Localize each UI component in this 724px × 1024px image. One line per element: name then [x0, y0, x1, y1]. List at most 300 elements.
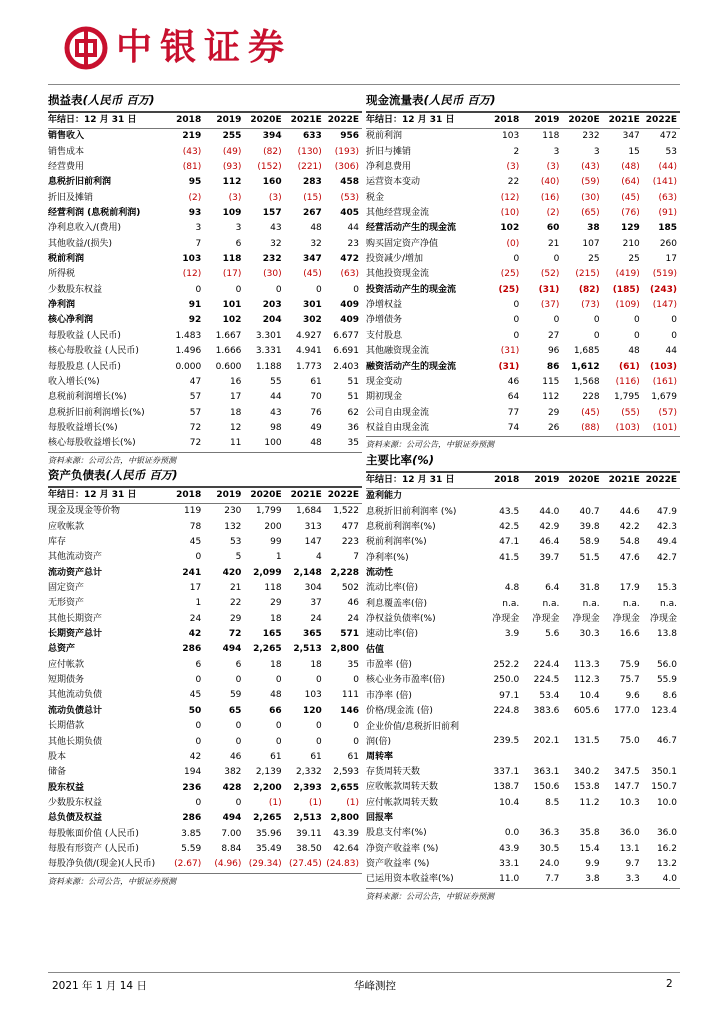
table-row — [48, 406, 362, 421]
cell-value: 42.2 — [619, 522, 640, 533]
row-label: 净增权益 — [366, 300, 403, 311]
table-row — [48, 390, 362, 405]
cell-value: 29 — [547, 407, 560, 418]
cell-value: (519) — [652, 269, 677, 280]
cell-value: 1.773 — [296, 361, 322, 372]
cell-value: 47.1 — [499, 537, 520, 548]
cell-value: 112 — [542, 392, 560, 403]
cell-value: 0 — [235, 675, 242, 686]
cell-value: 103 — [304, 690, 322, 701]
cell-value: (31) — [500, 346, 520, 357]
cell-value: 17 — [229, 392, 242, 403]
cell-value: 72 — [228, 629, 242, 640]
row-label: 现金变动 — [366, 376, 403, 387]
cell-value — [600, 643, 640, 658]
cell-value: 9.9 — [585, 858, 600, 869]
header-year: 2018 — [479, 473, 519, 489]
cell-value: 51 — [347, 376, 359, 387]
cell-value: 1.666 — [215, 346, 242, 357]
cell-value: 571 — [340, 629, 359, 640]
cell-value: 477 — [341, 521, 359, 532]
row-label: 市盈率 (倍) — [366, 660, 412, 671]
row-label: 存货周转天数 — [366, 766, 421, 777]
cell-value: (44) — [658, 162, 677, 173]
cell-value: 17.9 — [619, 583, 640, 594]
cell-value: n.a. — [660, 598, 677, 609]
cell-value: (27.45) — [288, 859, 322, 870]
cell-value: 103 — [182, 254, 202, 265]
cell-value: 33.1 — [499, 858, 520, 869]
table-row — [366, 421, 680, 436]
cell-value: 43.9 — [499, 843, 520, 854]
cell-value: (64) — [621, 177, 640, 188]
row-label: 息税折旧前利润增长(%) — [48, 407, 145, 418]
footer-date: 2021 年 1 月 14 日 — [52, 980, 147, 992]
cell-value: (193) — [334, 146, 359, 157]
cell-value: (24.83) — [326, 859, 359, 870]
row-label: 其他流动负债 — [48, 690, 103, 701]
table-row — [366, 221, 680, 236]
table-row — [48, 344, 362, 359]
cell-value: 123.4 — [651, 706, 677, 717]
cell-value: 36.0 — [619, 828, 640, 839]
cell-value: 0 — [275, 721, 282, 732]
row-label: 净利息费用 — [366, 162, 412, 173]
cell-value: 15.4 — [579, 843, 600, 854]
table-row — [48, 704, 362, 719]
cell-value: (116) — [615, 376, 640, 387]
cashflow-statement-section — [366, 90, 680, 453]
cell-value: 72 — [189, 438, 202, 449]
cell-value: (37) — [540, 300, 560, 311]
row-label: 股本 — [48, 751, 67, 762]
table-row — [366, 826, 680, 841]
cell-value: (17) — [222, 269, 242, 280]
section-row — [366, 811, 680, 826]
cell-value: (63) — [658, 192, 677, 203]
header-year: 2020E — [241, 113, 281, 129]
row-label: 固定资产 — [48, 583, 85, 594]
cell-value: 26 — [547, 422, 560, 433]
cell-value: 53.4 — [539, 690, 560, 701]
cell-value — [519, 643, 559, 658]
cell-value: 53 — [665, 146, 677, 157]
cell-value — [640, 811, 680, 826]
cell-value: 44.6 — [619, 506, 640, 517]
cell-value: 18 — [229, 407, 242, 418]
cell-value: 净现金 — [492, 614, 520, 625]
cell-value: 48 — [310, 223, 322, 234]
table-row — [48, 581, 362, 596]
header-label: 年结日：12 月 31 日 — [48, 488, 161, 504]
cell-value: 107 — [582, 238, 600, 249]
cell-value: (93) — [222, 162, 242, 173]
cell-value: 132 — [224, 521, 242, 532]
cell-value: 91 — [188, 300, 202, 311]
company-logo — [64, 24, 324, 74]
cell-value: 61 — [310, 376, 322, 387]
cell-value: 0 — [316, 721, 322, 732]
row-label: 销售成本 — [48, 146, 85, 157]
row-label: 应付帐款 — [48, 659, 85, 670]
section-title-text: 损益表 — [48, 93, 83, 107]
table-row — [366, 720, 680, 750]
cell-value: 0.0 — [504, 828, 520, 839]
cell-value: 6 — [195, 659, 202, 670]
table-row — [48, 191, 362, 206]
cell-value: 57 — [189, 407, 202, 418]
table-row — [48, 298, 362, 313]
cell-value: 42 — [188, 629, 202, 640]
cell-value: 118 — [542, 131, 560, 142]
cell-value: 41.5 — [499, 552, 520, 563]
footer-company: 华峰测控 — [354, 980, 396, 992]
section-row — [366, 566, 680, 581]
row-label: 其他融资现金流 — [366, 346, 430, 357]
cell-value: 16 — [229, 376, 242, 387]
cell-value: 24 — [189, 613, 202, 624]
cell-value: (221) — [297, 162, 322, 173]
cell-value: 3 — [553, 146, 560, 157]
row-label: 其他长期资产 — [48, 613, 103, 624]
table-row — [366, 780, 680, 795]
cell-value: 1.188 — [255, 361, 282, 372]
cell-value — [640, 566, 680, 581]
cell-value: 383.6 — [533, 706, 560, 717]
header-year: 2018 — [479, 113, 519, 129]
cell-value: 35 — [347, 438, 359, 449]
cell-value: (57) — [658, 407, 677, 418]
cell-value: 47 — [189, 376, 202, 387]
cell-value: 382 — [224, 767, 242, 778]
cell-value: 0 — [316, 675, 322, 686]
cell-value: (215) — [575, 269, 600, 280]
cell-value: 0 — [513, 330, 520, 341]
cell-value: 46 — [229, 751, 242, 762]
cell-value: (82) — [578, 284, 600, 295]
row-label: 税金 — [366, 192, 385, 203]
row-label: 购买固定资产净值 — [366, 238, 439, 249]
row-label: 周转率 — [366, 751, 394, 762]
cell-value: 24.0 — [539, 858, 560, 869]
row-label: 其他投资现金流 — [366, 269, 430, 280]
header-year: 2018 — [161, 113, 201, 129]
cell-value: 3.331 — [255, 346, 282, 357]
cell-value: 1,568 — [573, 376, 600, 387]
header-label: 年结日：12 月 31 日 — [48, 113, 161, 129]
cell-value: 60 — [546, 223, 560, 234]
cell-value: 55.9 — [656, 675, 677, 686]
cell-value: 0 — [195, 721, 202, 732]
section-row — [366, 643, 680, 658]
cell-value: 17 — [665, 254, 677, 265]
cell-value: (81) — [182, 162, 202, 173]
row-label: 流动比率(倍) — [366, 583, 419, 594]
cell-value: 64 — [507, 392, 520, 403]
cell-value: 2,148 — [293, 567, 322, 578]
cell-value: (3) — [228, 192, 242, 203]
table-row — [48, 360, 362, 375]
cell-value: 43 — [270, 223, 282, 234]
cell-value: 301 — [302, 300, 322, 311]
cell-value: 7 — [353, 552, 359, 563]
cell-value: 74 — [507, 422, 520, 433]
row-label: 净利率(%) — [366, 552, 409, 563]
cell-value: 0 — [235, 284, 242, 295]
cell-value: n.a. — [622, 598, 640, 609]
row-label: 所得税 — [48, 269, 76, 280]
cell-value: 111 — [341, 690, 359, 701]
cell-value: 42.9 — [539, 522, 560, 533]
cell-value: (45) — [621, 192, 640, 203]
table-row — [366, 129, 680, 145]
cell-value: 86 — [546, 361, 560, 372]
cell-value: 6 — [235, 659, 242, 670]
cell-value: n.a. — [502, 598, 520, 609]
row-label: 每股帐面价值 (人民币) — [48, 828, 139, 839]
row-label-line: 企业价值/息税折旧前利 — [366, 721, 460, 732]
row-label: 每股收益 (人民币) — [48, 330, 121, 341]
cell-value: 46.7 — [656, 736, 677, 747]
cell-value: 2,513 — [293, 813, 322, 824]
source-note: 资料来源：公司公告，中银证券预测 — [366, 888, 680, 905]
source-note: 资料来源：公司公告，中银证券预测 — [48, 873, 362, 890]
data-table — [48, 488, 362, 873]
cell-value: 0 — [195, 797, 202, 808]
cell-value: 4.927 — [296, 330, 322, 341]
cell-value: 224.5 — [533, 675, 560, 686]
cell-value: 51 — [347, 392, 359, 403]
cell-value: (3) — [268, 192, 282, 203]
cell-value: (25) — [498, 284, 520, 295]
cell-value: (12) — [500, 192, 520, 203]
cell-value: (12) — [182, 269, 202, 280]
cell-value: 956 — [340, 131, 359, 142]
cell-value: 35.49 — [255, 843, 282, 854]
cell-value: (53) — [340, 192, 359, 203]
cell-value: 101 — [222, 300, 242, 311]
row-label: 已运用资本收益率(%) — [366, 874, 454, 885]
cell-value: (76) — [621, 208, 640, 219]
row-label: 每股股息 (人民币) — [48, 361, 121, 372]
table-row — [48, 688, 362, 703]
cell-value: 0 — [316, 736, 322, 747]
cell-value: 95 — [188, 177, 202, 188]
cell-value: 1.483 — [175, 330, 202, 341]
cell-value: 5 — [235, 552, 242, 563]
row-label: 流动负债总计 — [48, 705, 103, 716]
cell-value: 0 — [353, 675, 359, 686]
row-label: 价格/现金流 (倍) — [366, 706, 433, 717]
cell-value: 45 — [189, 690, 202, 701]
cell-value — [640, 489, 680, 505]
row-label: 股东权益 — [48, 782, 85, 793]
cell-value — [559, 643, 599, 658]
cell-value: (185) — [612, 284, 640, 295]
cell-value — [519, 811, 559, 826]
cell-value: 10.3 — [619, 797, 640, 808]
cell-value: 30.3 — [579, 629, 600, 640]
cell-value — [559, 811, 599, 826]
row-label: 核心业务市盈率(倍) — [366, 675, 446, 686]
cell-value: 0 — [195, 675, 202, 686]
cell-value — [479, 643, 519, 658]
cell-value: 286 — [182, 644, 202, 655]
table-row — [48, 267, 362, 282]
cell-value: 239.5 — [493, 736, 520, 747]
cell-value: 236 — [182, 782, 202, 793]
cell-value: (43) — [581, 162, 600, 173]
cell-value: 44 — [347, 223, 359, 234]
cell-value: 93 — [188, 208, 202, 219]
table-row — [366, 535, 680, 550]
row-label: 少数股东权益 — [48, 284, 103, 295]
row-label: 库存 — [48, 537, 67, 548]
cell-value: 0 — [275, 736, 282, 747]
footer-rule — [48, 972, 680, 973]
table-row — [48, 283, 362, 298]
row-label: 其他经营现金流 — [366, 208, 430, 219]
cell-value: 45 — [189, 537, 202, 548]
row-label: 总资产 — [48, 644, 76, 655]
cell-value: 18 — [310, 659, 322, 670]
cell-value: 120 — [302, 705, 322, 716]
row-label: 折旧及摊销 — [48, 192, 94, 203]
table-row — [48, 175, 362, 190]
row-label: 少数股东权益 — [48, 797, 103, 808]
cell-value: 185 — [658, 223, 677, 234]
cell-value: 302 — [302, 315, 322, 326]
cell-value: 129 — [620, 223, 640, 234]
table-row — [48, 504, 362, 520]
cell-value: 61 — [270, 751, 282, 762]
section-title-text: 主要比率 — [366, 453, 412, 467]
table-row — [366, 872, 680, 887]
header-year: 2021E — [600, 473, 640, 489]
cell-value: 55 — [270, 376, 282, 387]
cell-value: 203 — [262, 300, 282, 311]
cell-value: 472 — [340, 254, 359, 265]
cell-value: 1.667 — [215, 330, 242, 341]
cell-value: 53 — [229, 537, 242, 548]
row-label: 税前利润 — [366, 131, 403, 142]
section-row — [366, 489, 680, 505]
cell-value: 29 — [270, 598, 282, 609]
cell-value: 21 — [229, 583, 242, 594]
cell-value: 409 — [340, 315, 359, 326]
cell-value: 44 — [665, 346, 677, 357]
cell-value: 32 — [310, 238, 322, 249]
table-row — [366, 160, 680, 175]
cell-value: 146 — [340, 705, 359, 716]
cell-value: 0 — [513, 254, 520, 265]
cell-value: 净现金 — [572, 614, 600, 625]
cell-value: 9.7 — [625, 858, 640, 869]
cell-value: 0 — [195, 284, 202, 295]
cell-value: 232 — [582, 131, 600, 142]
cell-value: 75.9 — [619, 660, 640, 671]
cell-value: 304 — [304, 583, 322, 594]
cell-value: 0 — [671, 330, 677, 341]
cell-value: 6.4 — [545, 583, 560, 594]
cell-value: (4.96) — [214, 859, 242, 870]
cell-value: 6.691 — [333, 346, 359, 357]
cell-value: 54.8 — [619, 537, 640, 548]
row-label: 每股净负债/(现金)(人民币) — [48, 859, 156, 870]
cell-value: 1,685 — [573, 346, 600, 357]
table-row — [48, 811, 362, 826]
cell-value — [519, 489, 559, 505]
row-label: 核心每股收益 (人民币) — [48, 346, 139, 357]
cell-value: 12 — [229, 422, 242, 433]
cell-value: 24 — [310, 613, 322, 624]
table-row — [48, 550, 362, 565]
cell-value: 42.5 — [499, 522, 520, 533]
row-label: 每股收益增长(%) — [48, 422, 118, 433]
section-title-unit: (人民币 百万) — [82, 93, 155, 107]
cell-value: 46 — [507, 376, 520, 387]
cell-value: 0.000 — [175, 361, 202, 372]
cell-value: 224.8 — [493, 706, 520, 717]
cell-value: 42.3 — [656, 522, 677, 533]
cell-value: 42.64 — [333, 843, 359, 854]
row-label: 无形资产 — [48, 598, 85, 609]
cell-value: 223 — [341, 537, 359, 548]
row-label: 息税前利润增长(%) — [48, 392, 127, 403]
bank-of-china-logo-icon — [64, 26, 108, 70]
cell-value: 22 — [507, 177, 520, 188]
cell-value: 61 — [310, 751, 322, 762]
cell-value: 255 — [222, 131, 242, 142]
cell-value: 9.6 — [625, 690, 640, 701]
cell-value: 3.3 — [625, 874, 640, 885]
cell-value: 10.4 — [579, 690, 600, 701]
row-label: 估值 — [366, 644, 385, 655]
cell-value: 0 — [513, 315, 520, 326]
cell-value: 153.8 — [573, 782, 600, 793]
cell-value: (65) — [581, 208, 600, 219]
cell-value: 4 — [316, 552, 322, 563]
cell-value: 241 — [182, 567, 202, 578]
cell-value: 228 — [582, 392, 600, 403]
cell-value: 净现金 — [612, 614, 640, 625]
cell-value: (130) — [297, 146, 322, 157]
cell-value: 25 — [588, 254, 600, 265]
table-row — [366, 505, 680, 520]
cell-value: 76 — [310, 407, 322, 418]
cell-value: 3 — [593, 146, 600, 157]
cell-value: 77 — [507, 407, 520, 418]
table-row — [366, 597, 680, 612]
table-row — [48, 612, 362, 627]
row-label: 短期债务 — [48, 675, 85, 686]
cell-value: (2.67) — [174, 859, 202, 870]
section-title — [366, 450, 680, 473]
cell-value: 净现金 — [649, 614, 677, 625]
table-row — [48, 237, 362, 252]
table-row — [366, 581, 680, 596]
cell-value: 160 — [262, 177, 282, 188]
cell-value: 2,099 — [253, 567, 282, 578]
key-ratios-section — [366, 450, 680, 905]
data-table — [366, 113, 680, 436]
cell-value: (88) — [581, 422, 600, 433]
row-label: 其他流动资产 — [48, 552, 103, 563]
cell-value: 21 — [547, 238, 560, 249]
cell-value: 147 — [304, 537, 322, 548]
cell-value: 99 — [270, 537, 282, 548]
table-row — [48, 566, 362, 581]
